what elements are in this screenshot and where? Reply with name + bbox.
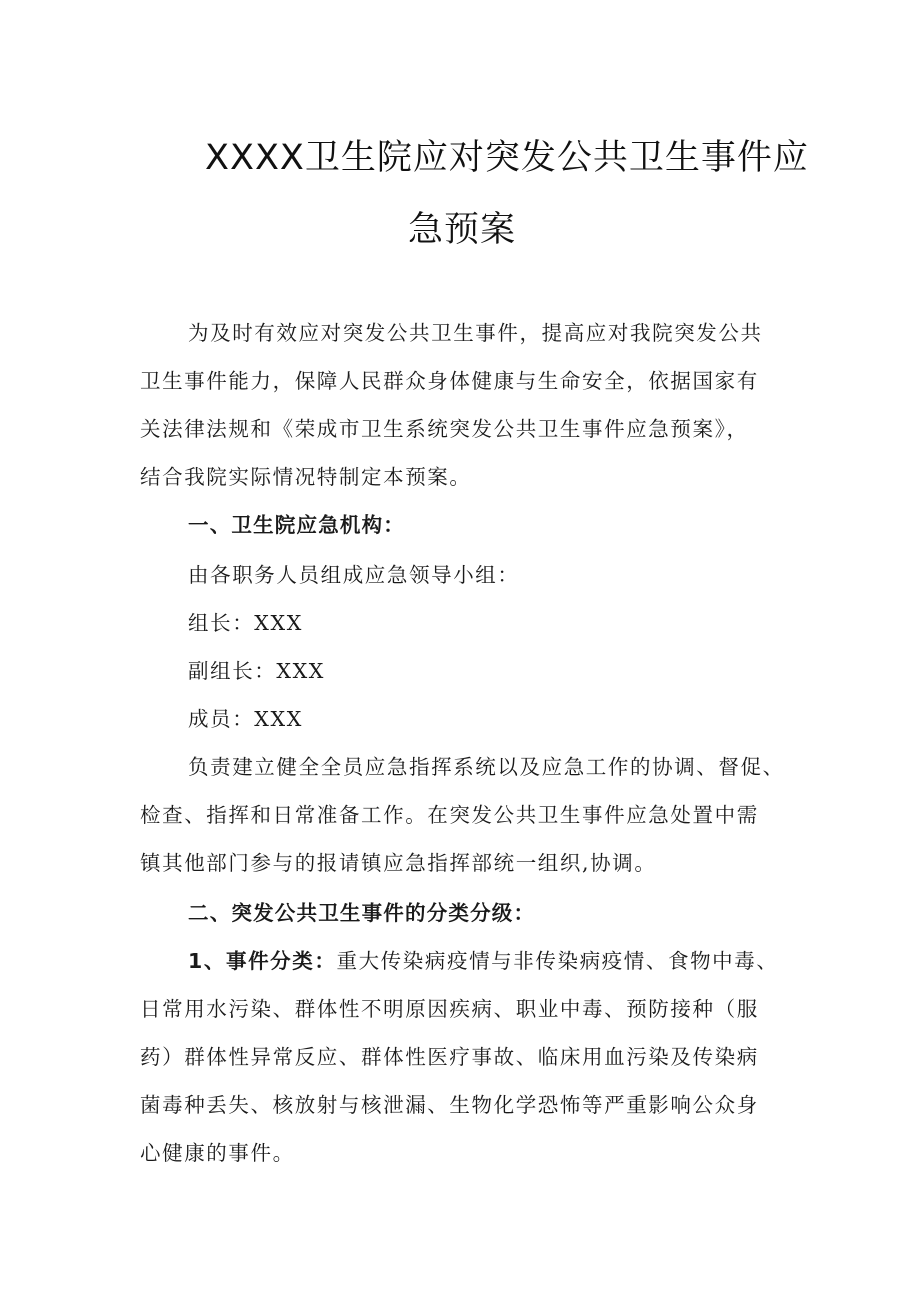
intro-line-1: 为及时有效应对突发公共卫生事件，提高应对我院突发公共 [188, 321, 763, 345]
section-2-item-1-line-2: 日常用水污染、群体性不明原因疾病、职业中毒、预防接种（服 [140, 997, 759, 1021]
section-2-item-1-lead: 1、事件分类： [188, 949, 337, 973]
section-1-heading: 一、卫生院应急机构： [188, 513, 405, 537]
section-1-duty-line-3: 镇其他部门参与的报请镇应急指挥部统一组织,协调。 [140, 851, 657, 875]
section-1-members: 成员：XXX [188, 707, 303, 731]
intro-line-3: 关法律法规和《荣成市卫生系统突发公共卫生事件应急预案》， [140, 417, 749, 441]
section-2-item-1-line-1 [188, 946, 848, 976]
intro-line-4: 结合我院实际情况特制定本预案。 [140, 465, 472, 489]
section-2-item-1-text: 重大传染病疫情与非传染病疫情、食物中毒、 [336, 949, 779, 973]
section-2-item-1-line-5: 心健康的事件。 [140, 1141, 295, 1165]
section-2-heading: 二、突发公共卫生事件的分类分级： [188, 901, 536, 925]
intro-line-2: 卫生事件能力，保障人民群众身体健康与生命安全，依据国家有 [140, 369, 759, 393]
section-1-duty-line-2: 检查、指挥和日常准备工作。在突发公共卫生事件应急处置中需 [140, 803, 759, 827]
section-1-duty-line-1: 负责建立健全全员应急指挥系统以及应急工作的协调、督促、 [188, 755, 785, 779]
document-title-line-2: 急预案 [408, 210, 517, 250]
section-2-item-1-line-3: 药）群体性异常反应、群体性医疗事故、临床用血污染及传染病 [140, 1045, 759, 1069]
section-1-deputy-leader: 副组长：XXX [188, 659, 325, 683]
document-title-line-1: XXXX卫生院应对突发公共卫生事件应 [205, 138, 809, 178]
section-1-line-1: 由各职务人员组成应急领导小组： [188, 563, 520, 587]
section-1-leader: 组长：XXX [188, 611, 303, 635]
section-2-item-1-line-4: 菌毒种丢失、核放射与核泄漏、生物化学恐怖等严重影响公众身 [140, 1093, 759, 1117]
